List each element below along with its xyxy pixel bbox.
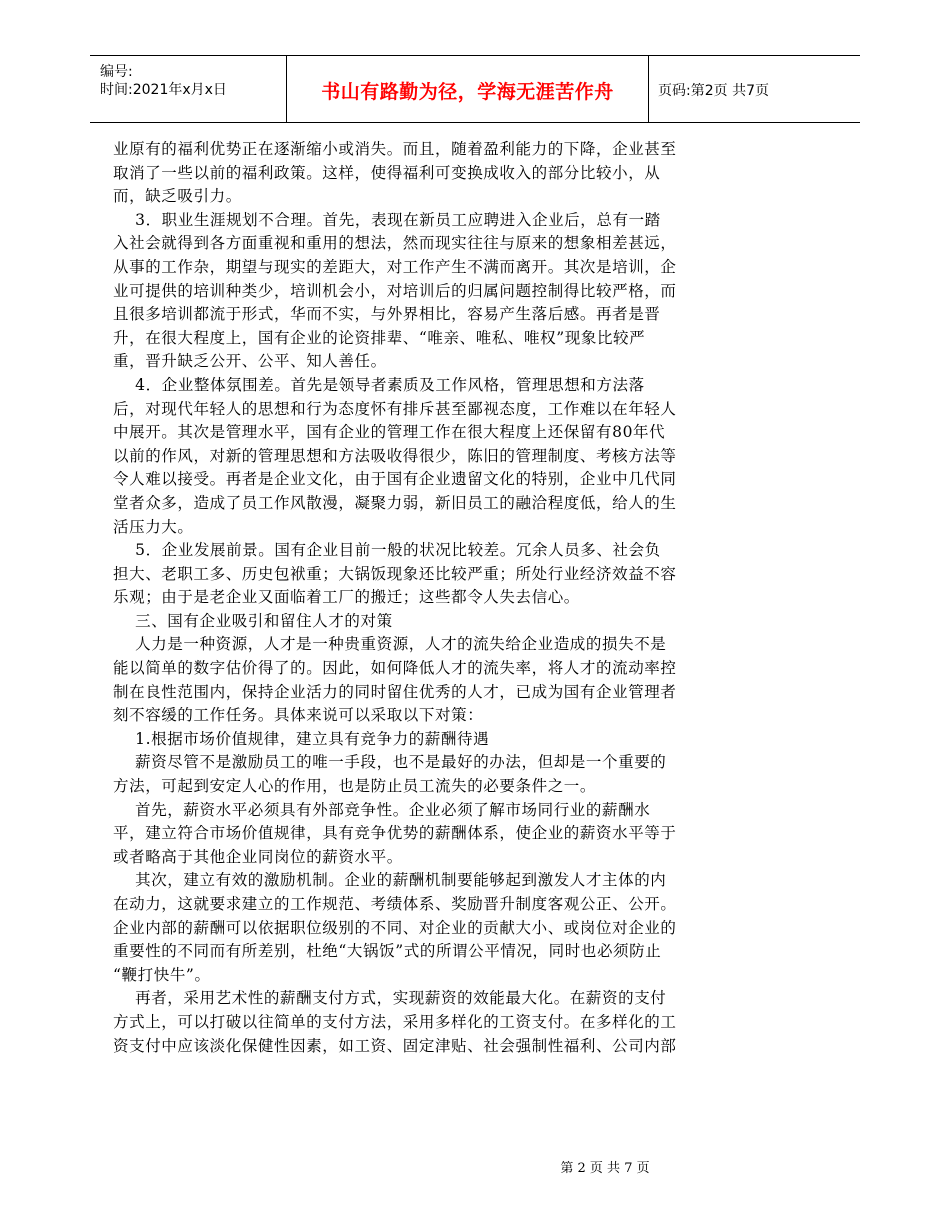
header-right-cell — [648, 56, 860, 122]
text-line: 5．企业发展前景。国有企业目前一般的状况比较差。冗余人员多、社会负 — [113, 541, 661, 560]
text-line: 后，对现代年轻人的思想和行为态度怀有排斥甚至鄙视态度，工作难以在年轻人 — [113, 399, 677, 418]
text-line: 且很多培训都流于形式，华而不实，与外界相比，容易产生落后感。再者是晋 — [113, 305, 661, 324]
text-line: “鞭打快牛”。 — [113, 965, 211, 984]
document-body — [113, 138, 769, 1058]
text-line: 其次，建立有效的激励机制。企业的薪酬机制要能够起到激发人才主体的内 — [113, 871, 667, 890]
text-line: 堂者众多，造成了员工作风散漫，凝聚力弱，新旧员工的融洽程度低，给人的生 — [113, 493, 677, 512]
page-footer: 第 2 页 共 7 页 — [560, 1161, 650, 1176]
text-line: 业可提供的培训种类少，培训机会小，对培训后的归属问题控制得比较严格，而 — [113, 281, 677, 300]
text-line: 制在良性范围内，保持企业活力的同时留住优秀的人才，已成为国有企业管理者 — [113, 682, 677, 701]
text-line: 而，缺乏吸引力。 — [113, 187, 242, 206]
text-line: 再者，采用艺术性的薪酬支付方式，实现薪资的效能最大化。在薪资的支付 — [113, 989, 667, 1008]
text-line: 取消了一些以前的福利政策。这样，使得福利可变换成收入的部分比较小，从 — [113, 163, 661, 182]
text-line: 首先，薪资水平必须具有外部竞争性。企业必须了解市场同行业的薪酬水 — [113, 800, 651, 819]
header-left-cell — [90, 56, 286, 122]
time-label: 时间:2021年x月x日 — [100, 82, 227, 98]
text-line: 能以简单的数字估价得了的。因此，如何降低人才的流失率，将人才的流动率控 — [113, 659, 677, 678]
page-info: 页码:第2页 共7页 — [658, 83, 769, 99]
text-line: 三、国有企业吸引和留住人才的对策 — [113, 611, 393, 630]
text-line: 方法，可起到安定人心的作用，也是防止员工流失的必要条件之一。 — [113, 777, 597, 796]
text-line: 重要性的不同而有所差别，杜绝“大锅饭”式的所谓公平情况，同时也必须防止 — [113, 942, 662, 961]
serial-label: 编号: — [100, 64, 133, 80]
text-line: 薪资尽管不是激励员工的唯一手段，也不是最好的办法，但却是一个重要的 — [113, 753, 667, 772]
text-line: 或者略高于其他企业同岗位的薪资水平。 — [113, 847, 403, 866]
text-line: 令人难以接受。再者是企业文化，由于国有企业遗留文化的特别，企业中几代同 — [113, 470, 677, 489]
text-line: 刻不容缓的工作任务。具体来说可以采取以下对策： — [113, 706, 484, 725]
text-line: 重，晋升缺乏公开、公平、知人善任。 — [113, 352, 387, 371]
text-line: 1.根据市场价值规律，建立具有竞争力的薪酬待遇 — [113, 729, 490, 748]
motto-text: 书山有路勤为径，学海无涯苦作舟 — [321, 81, 614, 103]
text-line: 中展开。其次是管理水平，国有企业的管理工作在很大程度上还保留有80年代 — [113, 423, 666, 442]
text-line: 乐观；由于是老企业又面临着工厂的搬迁；这些都令人失去信心。 — [113, 588, 580, 607]
text-line: 业原有的福利优势正在逐渐缩小或消失。而且，随着盈利能力的下降，企业甚至 — [113, 140, 677, 158]
header-center-cell — [286, 56, 649, 122]
text-line: 担大、老职工多、历史包袱重；大锅饭现象还比较严重；所处行业经济效益不容 — [113, 564, 677, 583]
text-line: 人力是一种资源，人才是一种贵重资源，人才的流失给企业造成的损失不是 — [113, 635, 667, 654]
document-header — [90, 55, 860, 123]
text-line: 升，在很大程度上，国有企业的论资排辈、“唯亲、唯私、唯权”现象比较严 — [113, 328, 646, 347]
text-line: 企业内部的薪酬可以依据职位级别的不同、对企业的贡献大小、或岗位对企业的 — [113, 918, 677, 937]
text-line: 4．企业整体氛围差。首先是领导者素质及工作风格，管理思想和方法落 — [113, 375, 645, 394]
text-line: 3．职业生涯规划不合理。首先，表现在新员工应聘进入企业后，总有一踏 — [113, 210, 661, 229]
text-line: 活压力大。 — [113, 517, 194, 536]
text-line: 资支付中应该淡化保健性因素，如工资、固定津贴、社会强制性福利、公司内部 — [113, 1036, 677, 1055]
text-line: 平，建立符合市场价值规律，具有竞争优势的薪酬体系，使企业的薪资水平等于 — [113, 824, 677, 843]
text-line: 入社会就得到各方面重视和重用的想法，然而现实往往与原来的想象相差甚远， — [113, 234, 677, 253]
text-line: 方式上，可以打破以往简单的支付方法，采用多样化的工资支付。在多样化的工 — [113, 1012, 677, 1031]
text-line: 在动力，这就要求建立的工作规范、考绩体系、奖励晋升制度客观公正、公开。 — [113, 895, 677, 913]
text-line: 以前的作风，对新的管理思想和方法吸收得很少，陈旧的管理制度、考核方法等 — [113, 446, 677, 465]
text-line: 从事的工作杂，期望与现实的差距大，对工作产生不满而离开。其次是培训，企 — [113, 257, 677, 276]
